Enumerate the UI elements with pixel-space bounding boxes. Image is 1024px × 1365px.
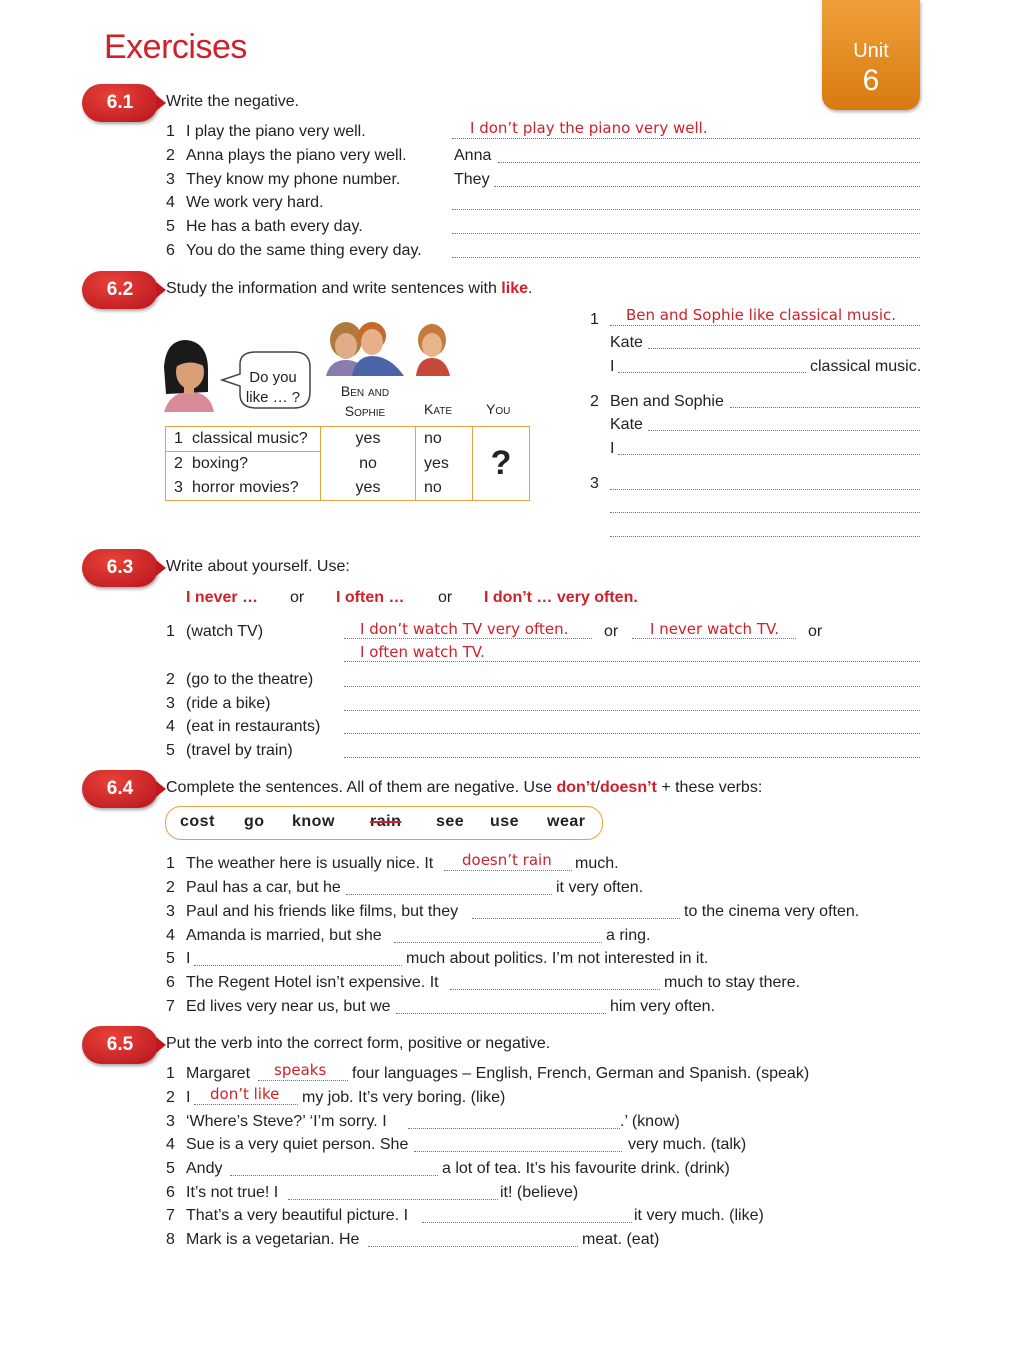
example-answer: I often watch TV. [360,643,485,661]
item-number: 1 [166,123,175,140]
item-text: Margaret [186,1065,251,1082]
item-end: it very much. (like) [634,1207,764,1224]
answer-line[interactable] [288,1199,498,1200]
item-text: You do the same thing every day. [186,242,422,259]
answer-line[interactable] [618,372,806,373]
answer-line[interactable] [610,512,920,513]
answer-number: 1 [590,311,599,328]
list-item [166,717,320,737]
answer-line[interactable] [648,430,920,431]
answer-line[interactable] [452,257,920,258]
list-item [166,997,391,1017]
item-text: The weather here is usually nice. It [186,855,434,872]
verb-rain-crossed: rain [370,813,402,830]
answer-prefix: I [610,358,615,375]
answer-prefix: Ben and Sophie [610,393,724,410]
list-item [166,1112,387,1132]
unit-label: Unit [853,40,889,62]
people-illustration [160,312,460,416]
item-end: .’ (know) [620,1113,680,1130]
list-item [166,1064,250,1084]
table-cell: no [321,452,416,477]
answer-line[interactable] [422,1222,632,1223]
item-number: 1 [166,1065,175,1082]
item-text: That’s a very beautiful picture. I [186,1207,409,1224]
exercise-badge-6-5: 6.5 [82,1026,158,1064]
table-cell [166,427,321,452]
item-cue: (ride a bike) [186,695,271,712]
answer-line[interactable] [452,138,920,139]
answer-prefix: Anna [454,147,492,164]
unit-tab [822,0,920,110]
keyword-like: like [501,280,528,297]
item-text: Paul has a car, but he [186,879,341,896]
answer-number: 3 [590,475,599,492]
list-item [166,170,400,190]
item-end: very much. (talk) [628,1136,747,1153]
item-number: 2 [166,879,175,896]
answer-line[interactable] [610,536,920,537]
table-row [166,427,530,452]
verb-go: go [244,813,265,830]
option-i-dont-very-often: I don’t … very often. [484,589,638,606]
item-number: 4 [166,194,175,211]
exercise-6-3-instruction: Write about yourself. Use: [166,558,350,575]
you-cell: ? [473,427,530,501]
exercise-badge-6-4: 6.4 [82,770,158,808]
answer-line[interactable] [396,1013,606,1014]
item-number: 5 [166,1160,175,1177]
column-you: You [486,401,511,417]
list-item [166,1088,190,1108]
answer-number: 2 [590,393,599,410]
item-number: 5 [166,950,175,967]
table-cell: yes [416,452,473,477]
item-end: it very often. [556,879,644,896]
item-end: much. [575,855,619,872]
list-item [166,1230,359,1250]
item-end: meat. (eat) [582,1231,660,1248]
item-cue: (travel by train) [186,742,293,759]
answer-line[interactable] [344,757,920,758]
table-cell: no [416,427,473,452]
list-item [166,1183,278,1203]
answer-line[interactable] [450,989,660,990]
example-answer: I don’t play the piano very well. [470,119,708,137]
item-end: my job. It’s very boring. (like) [302,1089,506,1106]
slash: / [595,779,600,796]
item-end: a ring. [606,927,651,944]
instruction-end: . [527,280,533,297]
item-number: 7 [166,1207,175,1224]
item-text: Amanda is married, but she [186,927,382,944]
answer-line[interactable] [444,870,572,871]
example-answer: I don’t watch TV very often. [360,620,569,638]
example-answer: I never watch TV. [650,620,780,638]
table-cell [166,476,321,501]
item-end: to the cinema very often. [684,903,860,920]
verb-cost: cost [180,813,215,830]
list-item [166,670,313,690]
or-text: or [808,623,823,640]
answer-line[interactable] [194,1104,298,1105]
table-cell: yes [321,476,416,501]
verb-know: know [292,813,335,830]
answer-line[interactable] [344,661,920,662]
list-item [166,902,458,922]
item-cue: (eat in restaurants) [186,718,321,735]
row-number: 2 [174,455,183,472]
instruction-text: Study the information and write sentences with [166,280,502,297]
row-item: classical music? [192,430,308,447]
answer-line[interactable] [472,918,680,919]
list-item [166,741,293,761]
answer-line[interactable] [618,454,920,455]
item-text: Sue is a very quiet person. She [186,1136,409,1153]
list-item [166,694,270,714]
item-number: 3 [166,171,175,188]
item-text: I [186,1089,191,1106]
answer-line[interactable] [194,965,402,966]
answer-line[interactable] [368,1246,578,1247]
instruction-end: + these verbs: [656,779,763,796]
item-number: 8 [166,1231,175,1248]
unit-number: 6 [862,64,880,97]
instruction-text: Complete the sentences. All of them are negative. Use [166,779,557,796]
exercise-badge-6-2: 6.2 [82,271,158,309]
row-number: 3 [174,479,183,496]
item-text: Mark is a vegetarian. He [186,1231,360,1248]
page-title: Exercises [104,28,247,66]
kate-icon [416,324,450,376]
item-end: him very often. [610,998,715,1015]
answer-line[interactable] [730,407,920,408]
verb-use: use [490,813,520,830]
answer-line[interactable] [344,733,920,734]
exercise-6-5-instruction: Put the verb into the correct form, positive or negative. [166,1035,551,1052]
verb-box [165,806,603,840]
item-end: it! (believe) [500,1184,579,1201]
answer-suffix: classical music. [810,358,922,375]
item-text: Ed lives very near us, but we [186,998,391,1015]
option-i-never: I never … [186,589,259,606]
row-item: boxing? [192,455,249,472]
list-item [166,622,263,642]
ben-and-sophie-icon [326,322,404,376]
list-item [166,241,422,261]
answer-line[interactable] [230,1175,438,1176]
item-text: Paul and his friends like films, but they [186,903,459,920]
keyword-doesnt: doesn’t [599,779,657,796]
item-end: four languages – English, French, German and Spanish. (speak) [352,1065,810,1082]
item-number: 1 [166,623,175,640]
item-number: 2 [166,147,175,164]
item-number: 5 [166,742,175,759]
list-item [166,217,363,237]
option-i-often: I often … [336,589,405,606]
answer-prefix: Kate [610,334,643,351]
list-item [166,973,439,993]
item-cue: (watch TV) [186,623,264,640]
list-item [166,878,341,898]
or-text: or [604,623,619,640]
item-text: It’s not true! I [186,1184,279,1201]
item-text: We work very hard. [186,194,324,211]
table-cell: yes [321,427,416,452]
list-item [166,1159,222,1179]
item-number: 3 [166,1113,175,1130]
list-item [166,949,190,969]
row-number: 1 [174,430,183,447]
list-item [166,193,324,213]
item-number: 7 [166,998,175,1015]
answer-prefix: Kate [610,416,643,433]
exercise-badge-6-1: 6.1 [82,84,158,122]
answer-line[interactable] [452,209,920,210]
answer-line[interactable] [610,489,920,490]
item-number: 2 [166,671,175,688]
exercise-badge-6-3: 6.3 [82,549,158,587]
answer-prefix: I [610,440,615,457]
answer-line[interactable] [344,686,920,687]
or-text: or [438,589,453,606]
item-end: much about politics. I’m not interested in it. [406,950,709,967]
like-table [165,426,530,501]
answer-line[interactable] [494,186,920,187]
answer-line[interactable] [344,638,592,639]
item-text: I play the piano very well. [186,123,366,140]
example-answer: doesn’t rain [462,851,552,869]
or-text: or [290,589,305,606]
keyword-dont: don’t [556,779,596,796]
item-number: 1 [166,855,175,872]
exercise-6-1-instruction: Write the negative. [166,93,300,110]
item-text: ‘Where’s Steve?’ ‘I’m sorry. I [186,1113,387,1130]
bubble-text: Do you like … ? [245,369,301,406]
list-item [166,854,433,874]
item-number: 2 [166,1089,175,1106]
item-number: 3 [166,695,175,712]
item-number: 4 [166,1136,175,1153]
answer-prefix: They [454,171,490,188]
answer-line[interactable] [346,894,552,895]
item-end: a lot of tea. It’s his favourite drink. (drink) [442,1160,730,1177]
item-end: much to stay there. [664,974,801,991]
item-number: 4 [166,927,175,944]
answer-line[interactable] [414,1151,622,1152]
list-item [166,1206,408,1226]
item-text: Anna plays the piano very well. [186,147,407,164]
list-item [166,926,382,946]
exercise-6-2-instruction [166,280,532,298]
item-number: 6 [166,974,175,991]
answer-line[interactable] [344,710,920,711]
list-item [166,122,366,142]
answer-line[interactable] [408,1128,620,1129]
list-item [166,1135,408,1155]
answer-line[interactable] [452,233,920,234]
example-answer: Ben and Sophie like classical music. [626,306,897,324]
table-cell [166,452,321,477]
item-number: 6 [166,1184,175,1201]
column-ben-and-sophie: Ben and Sophie [340,383,390,419]
verb-see: see [436,813,465,830]
answer-line[interactable] [610,325,920,326]
item-number: 6 [166,242,175,259]
answer-line[interactable] [394,942,602,943]
column-kate: Kate [424,401,453,417]
answer-line[interactable] [498,162,920,163]
item-text: He has a bath every day. [186,218,363,235]
answer-line[interactable] [632,638,796,639]
answer-line[interactable] [648,348,920,349]
item-text: The Regent Hotel isn’t expensive. It [186,974,439,991]
item-text: Andy [186,1160,223,1177]
list-item [166,146,407,166]
table-cell: no [416,476,473,501]
verb-wear: wear [547,813,586,830]
item-number: 5 [166,218,175,235]
example-answer: speaks [274,1061,327,1079]
answer-line[interactable] [258,1080,348,1081]
item-text: I [186,950,191,967]
row-item: horror movies? [192,479,299,496]
item-number: 4 [166,718,175,735]
item-number: 3 [166,903,175,920]
item-cue: (go to the theatre) [186,671,314,688]
woman-speaker-icon [164,340,214,412]
item-text: They know my phone number. [186,171,401,188]
exercise-6-4-instruction [166,779,762,797]
example-answer: don’t like [210,1085,280,1103]
